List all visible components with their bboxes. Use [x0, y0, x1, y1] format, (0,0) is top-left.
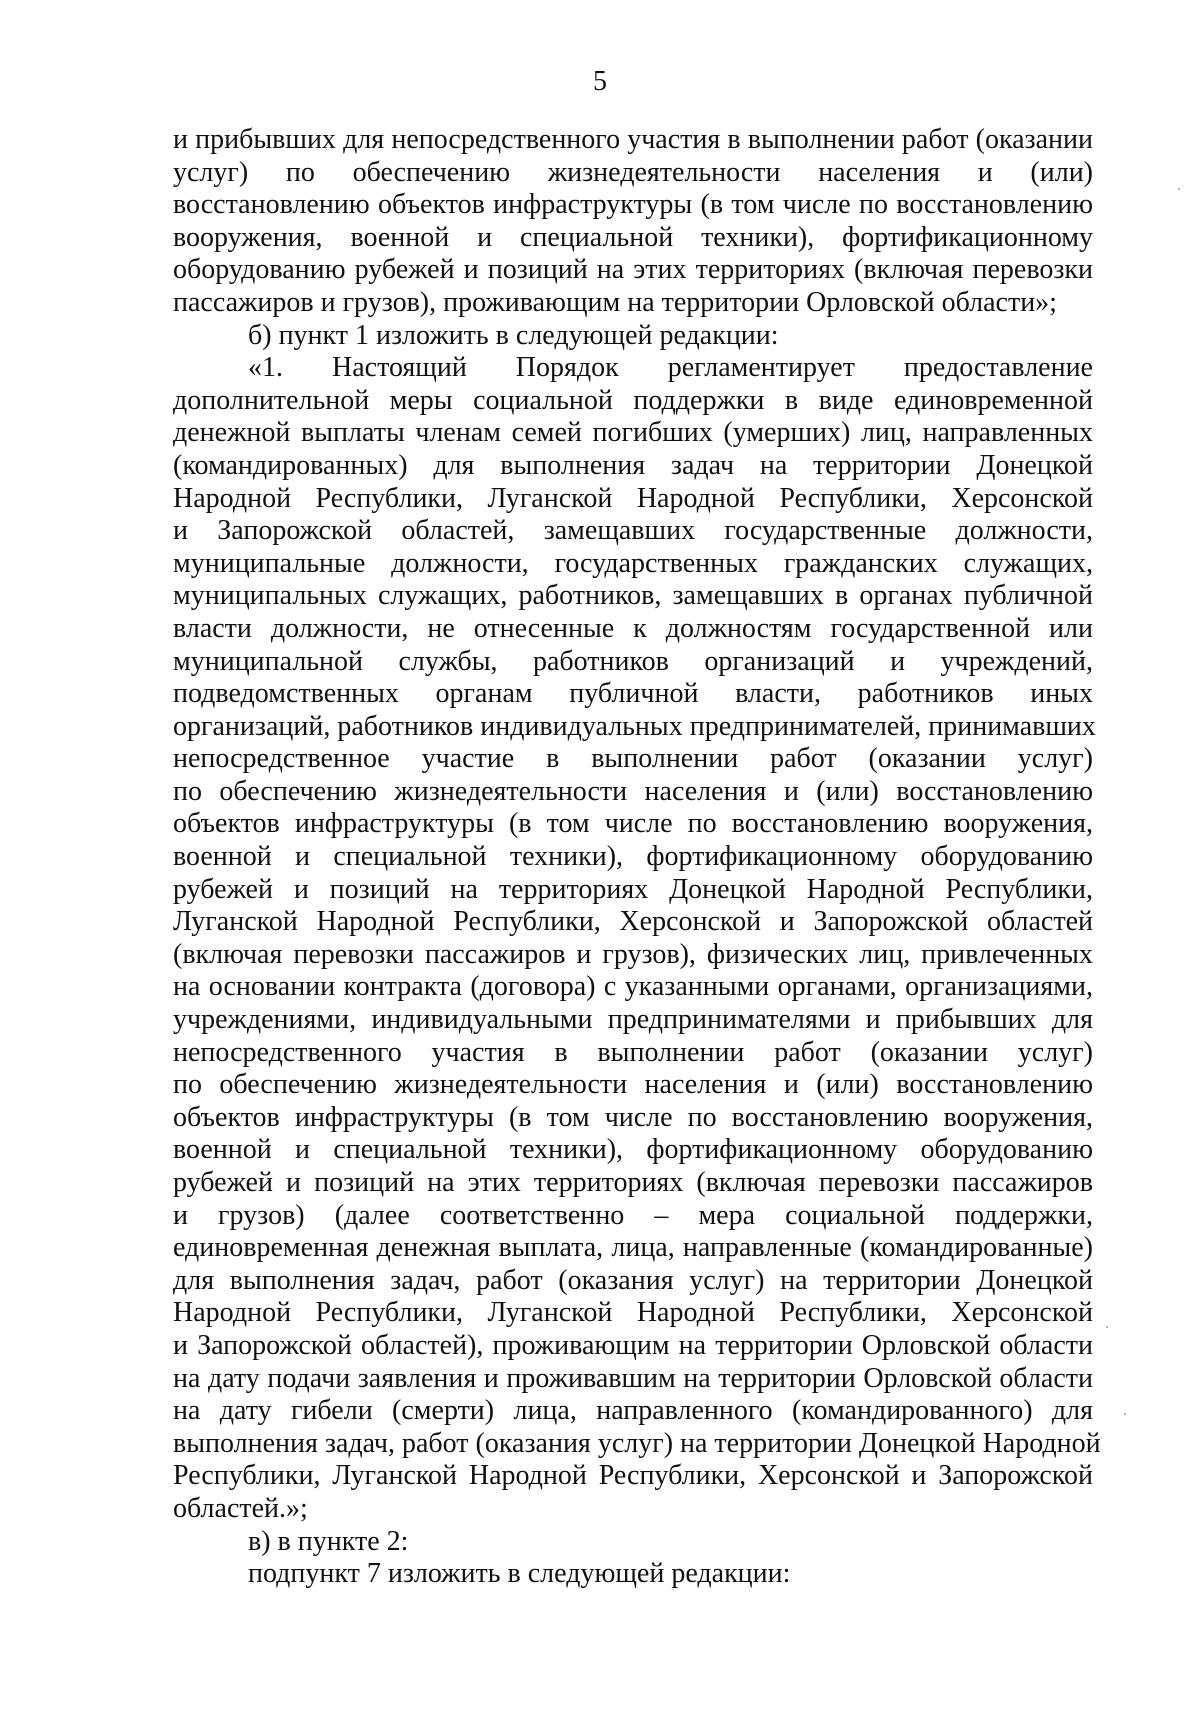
scan-speck [1124, 1413, 1126, 1415]
text-line: (включая перевозки пассажиров и грузов), физических лиц, привлеченных [173, 938, 1093, 970]
text-line: подведомственных органам публичной власти, работников иных [173, 678, 1093, 710]
text-line: рубежей и позиций на этих территориях (включая перевозки пассажиров [173, 1167, 1093, 1198]
text-line: пассажиров и грузов), проживающим на территории Орловской области»; [173, 286, 1057, 318]
text-line: для выполнения задач, работ (оказания услуг) на территории Донецкой [173, 1264, 1093, 1296]
text-line: власти должности, не отнесенные к должностям государственной или [173, 612, 1093, 644]
text-line: объектов инфраструктуры (в том числе по восстановлению вооружения, [173, 808, 1093, 840]
page-number: 5 [593, 66, 607, 97]
text-line: денежной выплаты членам семей погибших (умерших) лиц, направленных [173, 417, 1093, 449]
text-line: единовременная денежная выплата, лица, направленные (командированные) [173, 1232, 1093, 1264]
text-line: по обеспечению жизнедеятельности населения и (или) восстановлению [173, 775, 1093, 807]
text-line: Луганской Народной Республики, Херсонской и Запорожской областей [173, 906, 1093, 938]
text-line: Народной Республики, Луганской Народной Республики, Херсонской [173, 482, 1093, 514]
text-line: и Запорожской областей), проживающим на территории Орловской области [173, 1329, 1093, 1361]
text-line: и грузов) (далее соответственно – мера социальной поддержки, [173, 1199, 1093, 1231]
text-line: в) в пункте 2: [248, 1525, 409, 1557]
text-line: областей.»; [173, 1492, 308, 1524]
text-line: непосредственного участия в выполнении работ (оказании услуг) [173, 1036, 1093, 1068]
text-line: муниципальной службы, работников организаций и учреждений, [173, 645, 1093, 677]
text-line: б) пункт 1 изложить в следующей редакции: [248, 319, 779, 351]
text-line: Республики, Луганской Народной Республики, Херсонской и Запорожской [173, 1460, 1093, 1492]
text-line: дополнительной меры социальной поддержки в виде единовременной [173, 384, 1093, 416]
text-line: рубежей и позиций на территориях Донецкой Народной Республики, [173, 873, 1093, 905]
text-line: выполнения задач, работ (оказания услуг) на территории Донецкой Народной [173, 1427, 1101, 1459]
scan-speck [1178, 188, 1180, 190]
text-line: непосредственное участие в выполнении работ (оказании услуг) [173, 743, 1093, 775]
text-line: организаций, работников индивидуальных предпринимателей, принимавших [173, 710, 1096, 742]
scan-speck [1106, 1326, 1108, 1328]
text-line: военной и специальной техники), фортификационному оборудованию [173, 1134, 1093, 1166]
text-line: оборудованию рубежей и позиций на этих территориях (включая перевозки [173, 254, 1093, 286]
text-line: и Запорожской областей, замещавших государственные должности, [173, 515, 1093, 547]
text-line: муниципальные должности, государственных гражданских служащих, [173, 547, 1093, 579]
text-line: муниципальных служащих, работников, замещавших в органах публичной [173, 580, 1093, 612]
text-line: по обеспечению жизнедеятельности населения и (или) восстановлению [173, 1069, 1093, 1101]
text-line: объектов инфраструктуры (в том числе по восстановлению вооружения, [173, 1101, 1093, 1133]
text-line: на дату подачи заявления и проживавшим на территории Орловской области [173, 1362, 1093, 1394]
text-line: услуг) по обеспечению жизнедеятельности населения и (или) [173, 156, 1093, 188]
text-line: «1. Настоящий Порядок регламентирует предоставление [248, 352, 1093, 384]
text-line: на дату гибели (смерти) лица, направленного (командированного) для [173, 1395, 1093, 1427]
text-line: (командированных) для выполнения задач на территории Донецкой [173, 449, 1093, 481]
text-line: Народной Республики, Луганской Народной Республики, Херсонской [173, 1297, 1093, 1329]
text-line: и прибывших для непосредственного участия в выполнении работ (оказании [173, 124, 1093, 155]
text-line: военной и специальной техники), фортификационному оборудованию [173, 841, 1093, 873]
document-body [173, 124, 1101, 1591]
text-line: восстановлению объектов инфраструктуры (в том числе по восстановлению [173, 189, 1093, 221]
text-line: подпункт 7 изложить в следующей редакции: [248, 1558, 791, 1590]
text-line: на основании контракта (договора) с указанными органами, организациями, [173, 971, 1093, 1003]
text-line: вооружения, военной и специальной техники), фортификационному [173, 221, 1093, 253]
text-line: учреждениями, индивидуальными предпринимателями и прибывших для [173, 1004, 1093, 1036]
